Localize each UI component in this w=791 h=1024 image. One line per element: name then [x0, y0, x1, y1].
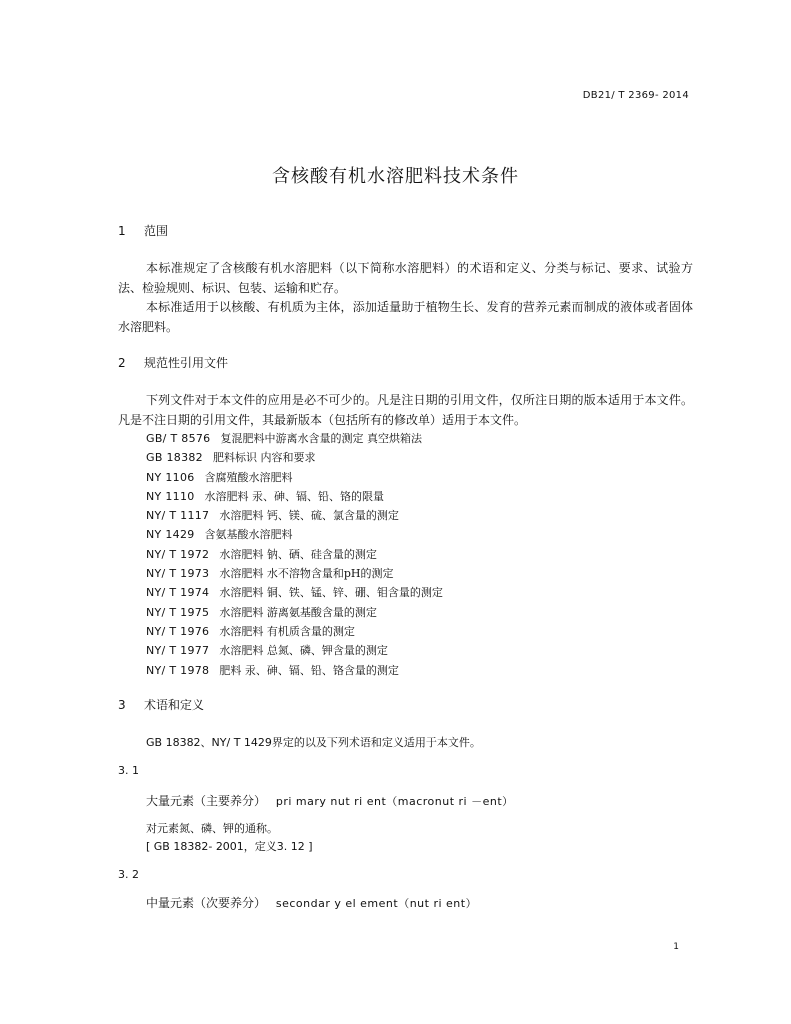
ref-code: GB/ T 8576	[146, 432, 211, 445]
section-1-body	[118, 259, 693, 337]
reference-item	[146, 487, 443, 506]
ref-title: 含腐殖酸水溶肥料	[204, 470, 293, 484]
ref-title: 水溶肥料 钠、硒、硅含量的测定	[219, 547, 377, 561]
reference-item	[146, 525, 443, 544]
term-entry	[146, 792, 514, 809]
ref-code: GB 18382	[146, 451, 203, 465]
reference-item	[146, 564, 443, 583]
term-definition: 对元素氮、磷、钾的通称。	[146, 822, 278, 835]
document-title: 含核酸有机水溶肥料技术条件	[272, 166, 519, 187]
term-entry	[146, 894, 477, 911]
reference-item	[146, 641, 443, 660]
term-english: pri mary nut ri ent（macronut ri －ent）	[275, 795, 514, 808]
reference-list	[146, 429, 443, 680]
ref-code: NY/ T 1972	[146, 547, 210, 561]
paragraph: 本标准规定了含核酸有机水溶肥料（以下简称水溶肥料）的术语和定义、分类与标记、要求、试验方法、检验规则、标识、包装、运输和贮存。	[118, 261, 693, 295]
reference-item	[146, 448, 443, 467]
paragraph: 下列文件对于本文件的应用是必不可少的。凡是注日期的引用文件，仅所注日期的版本适用于本文件。凡是不注日期的引用文件，其最新版本（包括所有的修改单）适用于本文件。	[118, 393, 693, 427]
ref-title: 水溶肥料 有机质含量的测定	[219, 624, 355, 638]
ref-title: 水溶肥料 钙、镁、硫、氯含量的测定	[219, 509, 399, 523]
paragraph: 本标准适用于以核酸、有机质为主体，添加适量助于植物生长、发育的营养元素而制成的液体或者固体水溶肥料。	[118, 300, 693, 334]
term-source: [ GB 18382- 2001，定义3. 12 ]	[146, 840, 313, 853]
ref-code: NY/ T 1978	[146, 663, 210, 677]
ref-code: NY/ T 1974	[146, 586, 210, 600]
ref-title: 肥料标识 内容和要求	[212, 451, 316, 465]
ref-code: NY 1106	[146, 470, 195, 484]
page-number: 1	[673, 942, 679, 952]
term-chinese: 中量元素（次要养分）	[146, 896, 267, 910]
ref-title: 含氨基酸水溶肥料	[204, 528, 293, 542]
reference-item	[146, 506, 443, 525]
section-3-intro: GB 18382、NY/ T 1429界定的以及下列术语和定义适用于本文件。	[146, 736, 481, 749]
ref-title: 水溶肥料 水不溶物含量和pH的测定	[219, 567, 394, 581]
section-title: 术语和定义	[144, 698, 205, 712]
ref-code: NY/ T 1117	[146, 509, 210, 523]
ref-code: NY/ T 1977	[146, 644, 210, 658]
reference-item	[146, 661, 443, 680]
reference-item	[146, 429, 443, 448]
ref-title: 水溶肥料 铜、铁、锰、锌、硼、钼含量的测定	[219, 586, 443, 600]
ref-code: NY/ T 1973	[146, 567, 210, 581]
reference-item	[146, 468, 443, 487]
reference-item	[146, 583, 443, 602]
term-number: 3. 2	[118, 868, 139, 881]
reference-item	[146, 603, 443, 622]
ref-title: 肥料 汞、砷、镉、铅、铬含量的测定	[219, 663, 399, 677]
reference-item	[146, 622, 443, 641]
ref-code: NY/ T 1975	[146, 605, 210, 619]
section-title: 规范性引用文件	[144, 356, 229, 370]
term-chinese: 大量元素（主要养分）	[146, 794, 267, 808]
ref-title: 水溶肥料 游离氨基酸含量的测定	[219, 605, 377, 619]
ref-code: NY 1429	[146, 528, 195, 542]
section-number: 3	[118, 698, 126, 712]
section-number: 2	[118, 356, 126, 370]
ref-title: 复混肥料中游离水含量的测定 真空烘箱法	[220, 432, 422, 445]
ref-code: NY 1110	[146, 489, 195, 503]
term-english: secondar y el ement（nut ri ent）	[275, 897, 478, 910]
ref-code: NY/ T 1976	[146, 624, 210, 638]
section-2-heading	[118, 354, 228, 371]
standard-code: DB21/ T 2369- 2014	[582, 90, 689, 101]
section-1-heading	[118, 222, 168, 239]
reference-item	[146, 545, 443, 564]
section-2-body	[118, 391, 693, 430]
section-number: 1	[118, 224, 126, 238]
ref-title: 水溶肥料 总氮、磷、钾含量的测定	[219, 644, 388, 658]
section-title: 范围	[144, 224, 169, 238]
section-3-heading	[118, 696, 204, 713]
ref-title: 水溶肥料 汞、砷、镉、铅、铬的限量	[204, 489, 385, 503]
term-number: 3. 1	[118, 764, 139, 777]
